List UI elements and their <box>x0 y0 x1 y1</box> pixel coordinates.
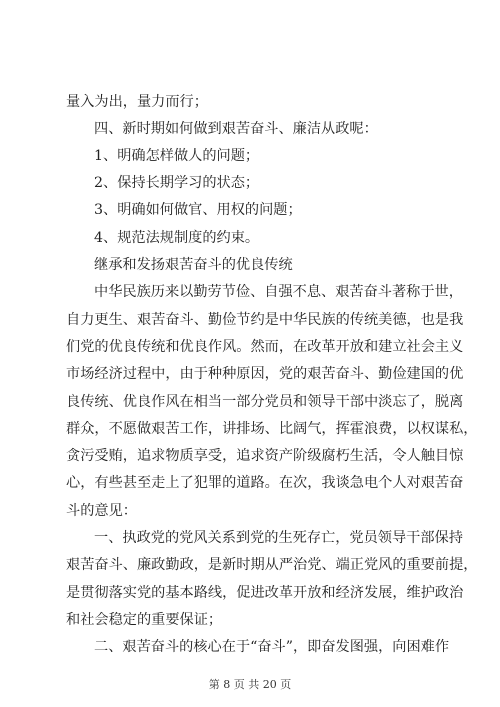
text-line: 和社会稳定的重要保证； <box>66 612 223 628</box>
text-line: 量入为出，量力而行； <box>66 94 208 110</box>
text-line: 心，有些甚至走上了犯罪的道路。在次，我谈急电个人对艰苦奋 <box>66 475 464 491</box>
text-line: 贪污受贿，追求物质享受，追求资产阶级腐朽生活，令人触目惊 <box>66 448 464 464</box>
text-line: 群众，不愿做艰苦工作，讲排场、比阔气，挥霍浪费，以权谋私， <box>66 421 478 437</box>
page-number: 第 8 页 共 20 页 <box>208 678 292 691</box>
text-line: 自力更生、艰苦奋斗、勤俭节约是中华民族的传统美德，也是我 <box>66 312 464 328</box>
text-line: 市场经济过程中，由于种种原因，党的艰苦奋斗、勤俭建国的优 <box>66 366 464 382</box>
list-item: 2、保持长期学习的状态； <box>94 175 260 191</box>
list-item: 4、规范法规制度的约束。 <box>94 230 260 246</box>
text-line: 一、执政党的党风关系到党的生死存亡，党员领导干部保持 <box>94 530 463 546</box>
text-line: 中华民族历来以勤劳节俭、自强不息、艰苦奋斗著称于世， <box>94 284 463 300</box>
article-title: 继承和发扬艰苦奋斗的优良传统 <box>94 257 293 273</box>
text-line: 二、艰苦奋斗的核心在于“奋斗”，即奋发图强，向困难作 <box>94 639 450 655</box>
text-line: 良传统、优良作风在相当一部分党员和领导干部中淡忘了，脱离 <box>66 394 464 410</box>
text-line: 艰苦奋斗、廉政勤政，是新时期从严治党、端正党风的重要前提， <box>66 557 478 573</box>
section-heading: 四、新时期如何做到艰苦奋斗、廉洁从政呢： <box>94 121 378 137</box>
text-line: 们党的优良传统和优良作风。然而，在改革开放和建立社会主义 <box>66 339 464 355</box>
text-line: 是贯彻落实党的基本路线，促进改革开放和经济发展，维护政治 <box>66 585 464 601</box>
list-item: 3、明确如何做官、用权的问题； <box>94 202 302 218</box>
text-line: 斗的意见： <box>66 503 137 519</box>
list-item: 1、明确怎样做人的问题； <box>94 148 260 164</box>
